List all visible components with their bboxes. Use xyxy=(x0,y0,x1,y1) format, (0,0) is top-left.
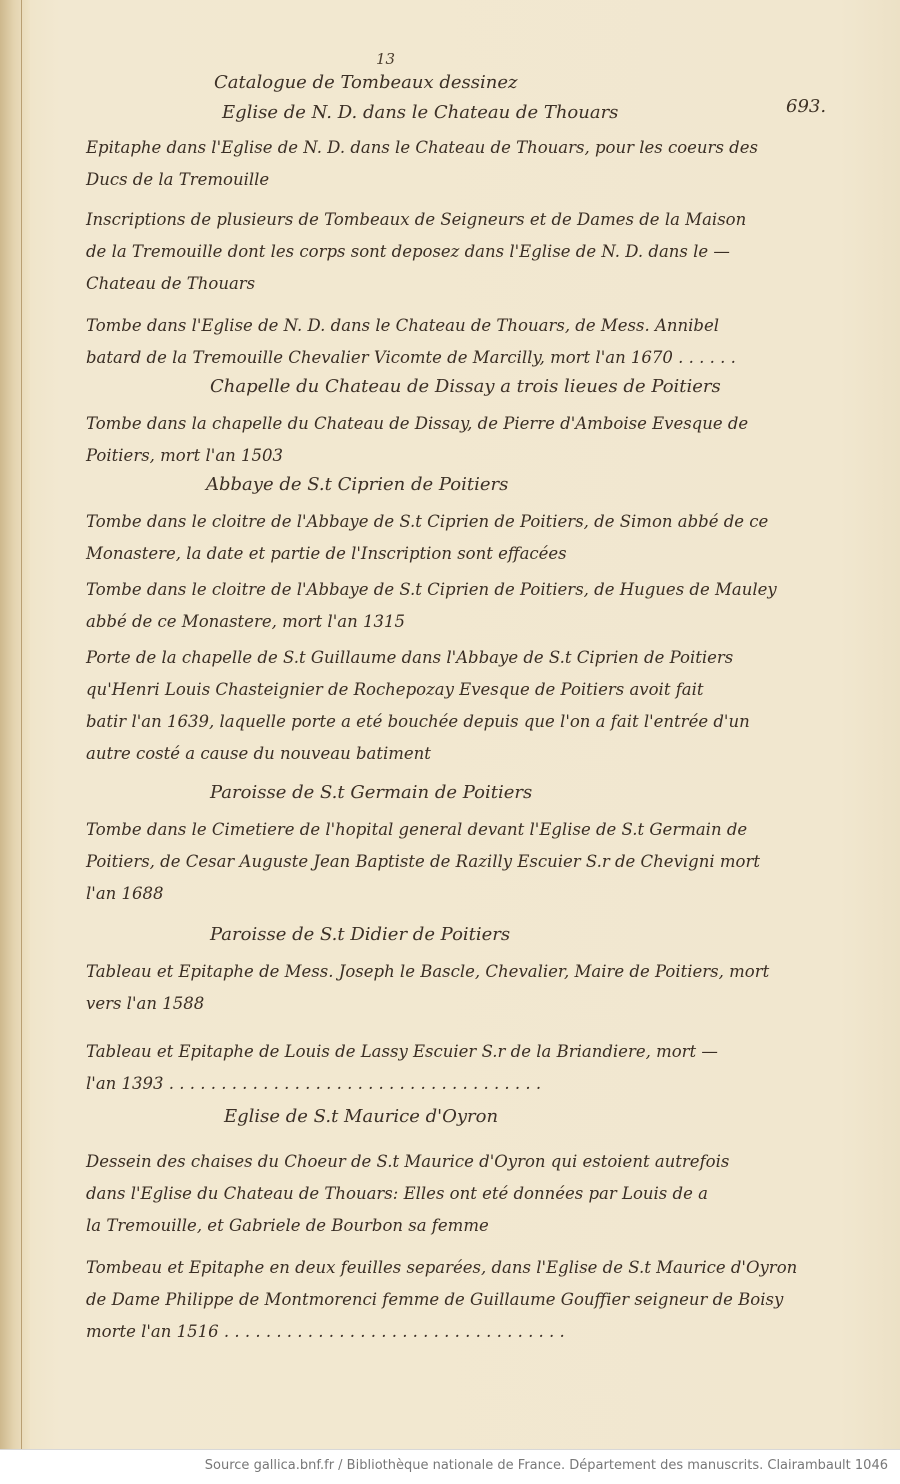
entry-line: Tombe dans la chapelle du Chateau de Dissay, de Pierre d'Amboise Evesque de xyxy=(86,414,749,433)
entry-line: Monastere, la date et partie de l'Inscription sont effacées xyxy=(86,544,567,563)
catalogue-entry xyxy=(86,1146,786,1242)
entry-line: Porte de la chapelle de S.t Guillaume dans l'Abbaye de S.t Ciprien de Poitiers xyxy=(86,648,734,667)
catalogue-entry xyxy=(86,310,786,374)
entry-line: Tombe dans le cloitre de l'Abbaye de S.t Ciprien de Poitiers, de Simon abbé de ce xyxy=(86,512,769,531)
catalogue-entry xyxy=(86,642,786,770)
entry-line: batir l'an 1639, laquelle porte a eté bouchée depuis que l'on a fait l'entrée d'un xyxy=(86,712,750,731)
entry-line: morte l'an 1516 . . . . . . . . . . . . . . . . . . . . . . . . . . . . . . . . . xyxy=(86,1322,565,1341)
entry-line: Tombeau et Epitaphe en deux feuilles separées, dans l'Eglise de S.t Maurice d'Oyron xyxy=(86,1258,798,1277)
source-footer xyxy=(0,1449,900,1484)
entry-line: Tableau et Epitaphe de Mess. Joseph le Bascle, Chevalier, Maire de Poitiers, mort xyxy=(86,962,770,981)
entry-line: de la Tremouille dont les corps sont deposez dans l'Eglise de N. D. dans le — xyxy=(86,242,730,261)
section-heading: Abbaye de S.t Ciprien de Poitiers xyxy=(206,474,509,495)
entry-line: la Tremouille, et Gabriele de Bourbon sa femme xyxy=(86,1216,489,1235)
section-heading: Chapelle du Chateau de Dissay a trois lieues de Poitiers xyxy=(210,376,721,397)
section-heading: Eglise de S.t Maurice d'Oyron xyxy=(224,1106,499,1127)
catalogue-entry xyxy=(86,1036,786,1100)
entry-line: Poitiers, mort l'an 1503 xyxy=(86,446,284,465)
entry-line: autre costé a cause du nouveau batiment xyxy=(86,744,431,763)
catalogue-title: Catalogue de Tombeaux dessinez xyxy=(214,72,518,93)
entry-line: Tombe dans le cloitre de l'Abbaye de S.t Ciprien de Poitiers, de Hugues de Mauley xyxy=(86,580,777,599)
entry-line: vers l'an 1588 xyxy=(86,994,205,1013)
section-heading: Paroisse de S.t Didier de Poitiers xyxy=(210,924,511,945)
section-heading: Eglise de N. D. dans le Chateau de Thouars xyxy=(222,102,619,123)
folio-number: 693. xyxy=(786,96,827,117)
catalogue-entry xyxy=(86,408,786,472)
catalogue-entry xyxy=(86,204,786,300)
entry-line: qu'Henri Louis Chasteignier de Rochepozay Evesque de Poitiers avoit fait xyxy=(86,680,704,699)
catalogue-entry xyxy=(86,574,786,638)
section-heading: Paroisse de S.t Germain de Poitiers xyxy=(210,782,533,803)
entry-line: l'an 1688 xyxy=(86,884,164,903)
source-credit: Source gallica.bnf.fr / Bibliothèque nationale de France. Département des manuscrits. Clairambault 1046 xyxy=(204,1458,888,1473)
catalogue-entry xyxy=(86,132,786,196)
entry-line: Tableau et Epitaphe de Louis de Lassy Escuier S.r de la Briandiere, mort — xyxy=(86,1042,718,1061)
catalogue-entry xyxy=(86,814,786,910)
entry-line: Epitaphe dans l'Eglise de N. D. dans le Chateau de Thouars, pour les coeurs des xyxy=(86,138,758,157)
entry-line: Tombe dans le Cimetiere de l'hopital general devant l'Eglise de S.t Germain de xyxy=(86,820,748,839)
entry-line: de Dame Philippe de Montmorenci femme de Guillaume Gouffier seigneur de Boisy xyxy=(86,1290,784,1309)
catalogue-entry xyxy=(86,1252,798,1348)
entry-line: Dessein des chaises du Choeur de S.t Maurice d'Oyron qui estoient autrefois xyxy=(86,1152,730,1171)
catalogue-entry xyxy=(86,506,786,570)
entry-line: Tombe dans l'Eglise de N. D. dans le Chateau de Thouars, de Mess. Annibel xyxy=(86,316,720,335)
entry-line: Ducs de la Tremouille xyxy=(86,170,270,189)
entry-line: Poitiers, de Cesar Auguste Jean Baptiste de Razilly Escuier S.r de Chevigni mort xyxy=(86,852,760,871)
catalogue-entry xyxy=(86,956,786,1020)
entry-line: Chateau de Thouars xyxy=(86,274,256,293)
entry-line: l'an 1393 . . . . . . . . . . . . . . . . . . . . . . . . . . . . . . . . . . . . xyxy=(86,1074,542,1093)
folio-top: 13 xyxy=(376,50,396,68)
entry-line: dans l'Eglise du Chateau de Thouars: Elles ont eté données par Louis de a xyxy=(86,1184,708,1203)
entry-line: batard de la Tremouille Chevalier Vicomte de Marcilly, mort l'an 1670 . . . . . . xyxy=(86,348,736,367)
entry-line: abbé de ce Monastere, mort l'an 1315 xyxy=(86,612,405,631)
entry-line: Inscriptions de plusieurs de Tombeaux de Seigneurs et de Dames de la Maison xyxy=(86,210,747,229)
